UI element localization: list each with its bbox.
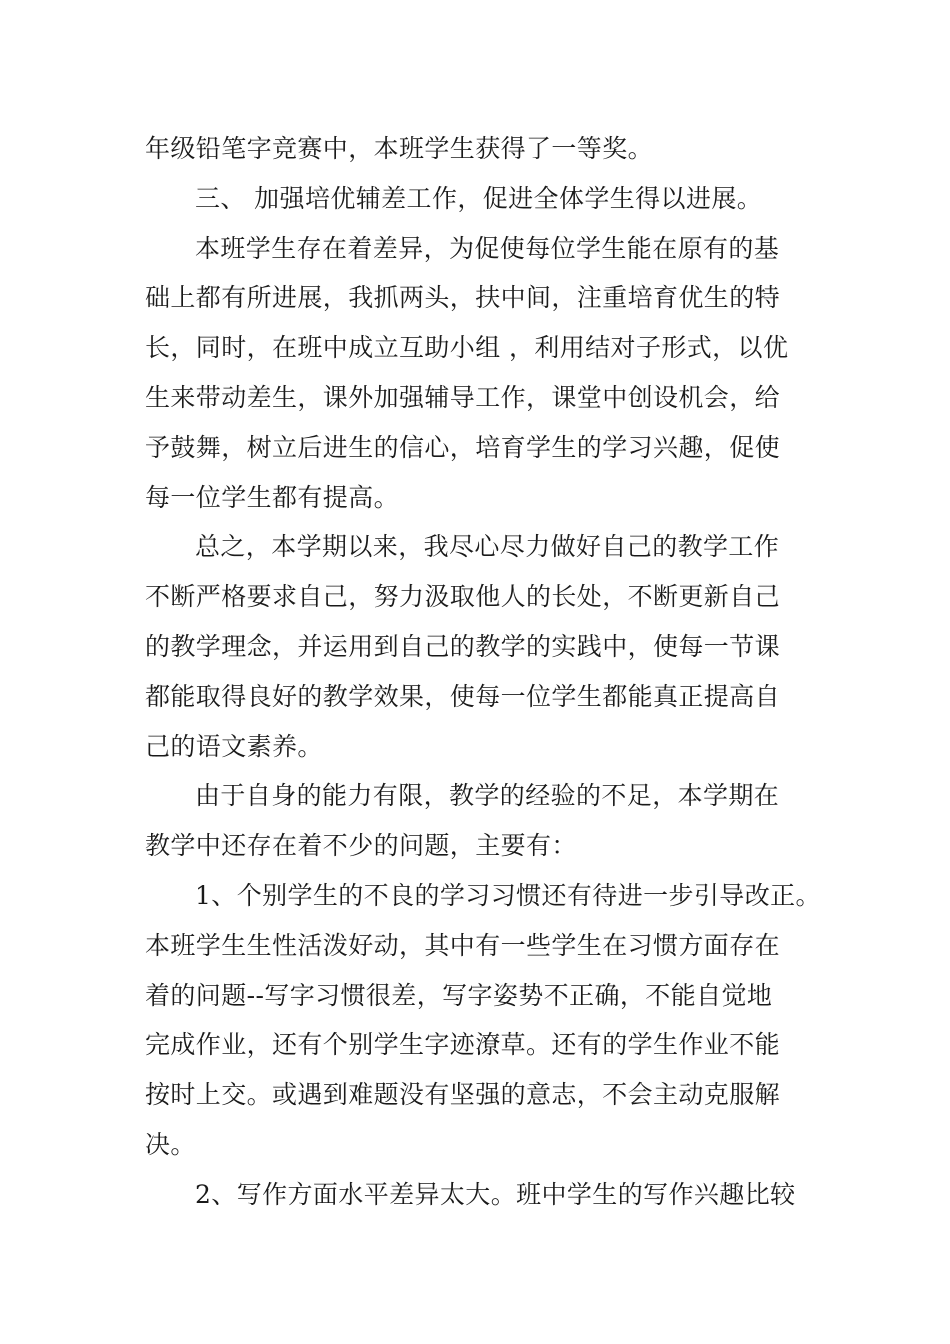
text-line: 本班学生存在着差异，为促使每位学生能在原有的基 [195, 233, 780, 263]
list-item: 1、个别学生的不良的学习习惯还有待进一步引导改正。 [195, 880, 821, 910]
text-line: 长，同时，在班中成立互助小组 ，利用结对子形式，以优 [145, 333, 789, 363]
text-line: 本班学生生性活泼好动，其中有一些学生在习惯方面存在 [145, 930, 781, 960]
text-line: 都能取得良好的教学效果，使每一位学生都能真正提高自 [145, 681, 781, 711]
text-line: 按时上交。或遇到难题没有坚强的意志，不会主动克服解 [145, 1080, 781, 1110]
text-line: 由于自身的能力有限，教学的经验的不足，本学期在 [195, 781, 780, 811]
text-line: 年级铅笔字竞赛中，本班学生获得了一等奖。 [145, 134, 654, 163]
section-heading: 三、 加强培优辅差工作，促进全体学生得以进展。 [195, 183, 763, 213]
text-line: 己的语文素养。 [145, 731, 323, 761]
text-line: 的教学理念，并运用到自己的教学的实践中，使每一节课 [145, 631, 781, 661]
text-line: 每一位学生都有提高。 [145, 482, 400, 512]
list-item: 2、写作方面水平差异太大。班中学生的写作兴趣比较 [195, 1179, 796, 1209]
text-line: 决。 [145, 1129, 196, 1159]
text-line: 础上都有所进展，我抓两头，扶中间，注重培育优生的特 [145, 283, 781, 313]
text-line: 着的问题--写字习惯很差，写字姿势不正确，不能自觉地 [145, 980, 773, 1010]
text-line: 教学中还存在着不少的问题，主要有： [145, 831, 577, 861]
text-line: 予鼓舞，树立后进生的信心，培育学生的学习兴趣，促使 [145, 432, 781, 462]
document-body [145, 124, 821, 1220]
text-line: 总之，本学期以来，我尽心尽力做好自己的教学工作 [195, 532, 780, 562]
text-line: 完成作业，还有个别学生字迹潦草。还有的学生作业不能 [145, 1030, 781, 1060]
text-line: 生来带动差生，课外加强辅导工作，课堂中创设机会，给 [145, 382, 781, 412]
text-line: 不断严格要求自己，努力汲取他人的长处，不断更新自己 [145, 582, 781, 612]
